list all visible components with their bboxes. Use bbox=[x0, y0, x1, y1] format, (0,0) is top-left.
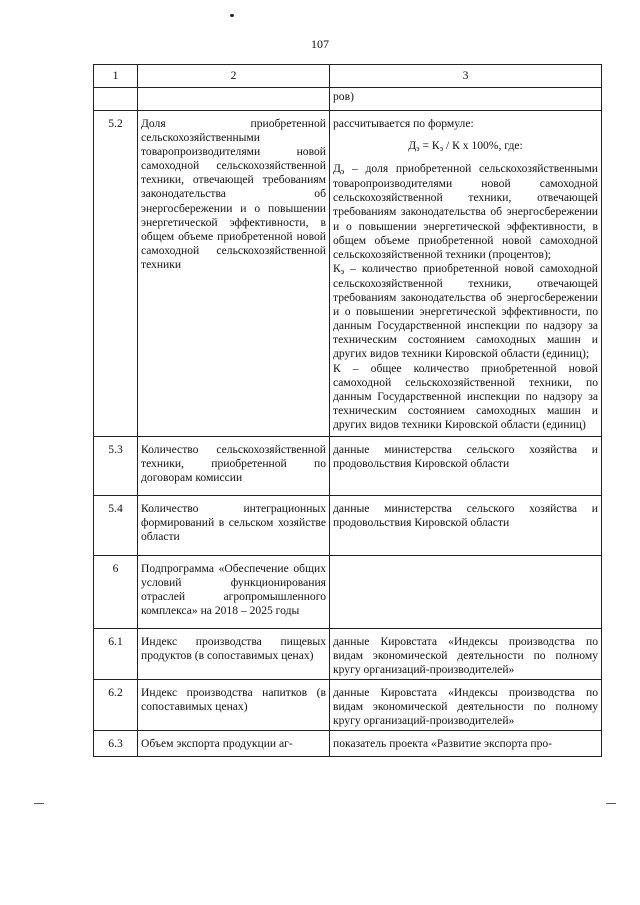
row-number: 5.4 bbox=[94, 496, 138, 555]
row-number: 6.1 bbox=[94, 628, 138, 679]
formula: Дэ = Кэ / К х 100%, где: bbox=[408, 139, 523, 154]
row-method bbox=[330, 555, 602, 628]
table-row bbox=[94, 628, 602, 679]
row-indicator bbox=[138, 88, 330, 111]
row-indicator: Количество сельскохозяйственной техники, приобретенной по договорам комиссии bbox=[138, 436, 330, 495]
row-number bbox=[94, 88, 138, 111]
left-margin-mark bbox=[34, 803, 44, 804]
row-indicator: Индекс производства пищевых продуктов (в сопоставимых ценах) bbox=[138, 628, 330, 679]
table-row-continued bbox=[94, 88, 602, 111]
row-indicator: Количество интеграционных формирований в сельском хозяйстве области bbox=[138, 496, 330, 555]
row-number: 6.2 bbox=[94, 680, 138, 731]
row-method: показатель проекта «Развитие экспорта про- bbox=[330, 731, 602, 756]
row-number: 5.3 bbox=[94, 436, 138, 495]
row-method: ров) bbox=[330, 88, 602, 111]
row-method: данные министерства сельского хозяйства и продовольствия Кировской области bbox=[330, 436, 602, 495]
method-intro: рассчитывается по формуле: bbox=[333, 117, 474, 130]
row-method: данные Кировстата «Индексы производства по видам экономической деятельности по полному кругу организаций-производителей» bbox=[330, 628, 602, 679]
row-indicator: Подпрограмма «Обеспечение общих условий функционирования отраслей агропромышленного комплекса» на 2018 – 2025 годы bbox=[138, 555, 330, 628]
table-row bbox=[94, 680, 602, 731]
row-number: 6 bbox=[94, 555, 138, 628]
definition-d: Дэ – доля приобретенной сельскохозяйственными товаропроизводителями новой самоходной сельскохозяйственной техники, отвечающей требованиям законодательства об энергосбережении и о повышении энергетической эффективности, в общем объеме приобретенной новой самоходной сельскохозяйственной техники (процентов); bbox=[333, 162, 598, 261]
definition-k: К – общее количество приобретенной новой самоходной сельскохозяйственной техники, по данным Государственной инспекции по надзору за техническим состоянием самоходных машин и других видов техники Кировской области (единиц) bbox=[333, 361, 598, 431]
header-col-2: 2 bbox=[138, 65, 330, 88]
row-method bbox=[330, 111, 602, 437]
table-row bbox=[94, 731, 602, 756]
scan-speck bbox=[230, 14, 234, 17]
table-row bbox=[94, 555, 602, 628]
table-row bbox=[94, 436, 602, 495]
indicators-table bbox=[93, 64, 602, 757]
right-margin-mark bbox=[606, 803, 616, 804]
row-number: 6.3 bbox=[94, 731, 138, 756]
table-row bbox=[94, 111, 602, 437]
row-number: 5.2 bbox=[94, 111, 138, 437]
definition-k-e: Кэ – количество приобретенной новой самоходной сельскохозяйственной техники, отвечающей требованиям законодательства об энергосбережении и о повышении энергетической эффективности, по данным Государственной инспекции по надзору за техническим состоянием самоходных машин и других видов техники Кировской области (единиц); bbox=[333, 261, 598, 361]
page-number: 107 bbox=[311, 37, 329, 51]
header-col-3: 3 bbox=[330, 65, 602, 88]
row-indicator: Объем экспорта продукции аг- bbox=[138, 731, 330, 756]
table-header-row bbox=[94, 65, 602, 88]
row-method: данные министерства сельского хозяйства и продовольствия Кировской области bbox=[330, 496, 602, 555]
row-indicator: Доля приобретенной сельскохозяйственными товаропроизводителями новой самоходной сельскохозяйственной техники, отвечающей требованиям законодательства об энергосбережении и о повышении энергетической эффективности, в общем объеме приобретенной новой самоходной сельскохозяйственной техники bbox=[138, 111, 330, 437]
table-row bbox=[94, 496, 602, 555]
row-method: данные Кировстата «Индексы производства по видам экономической деятельности по полному кругу организаций-производителей» bbox=[330, 680, 602, 731]
header-col-1: 1 bbox=[94, 65, 138, 88]
row-indicator: Индекс производства напитков (в сопоставимых ценах) bbox=[138, 680, 330, 731]
